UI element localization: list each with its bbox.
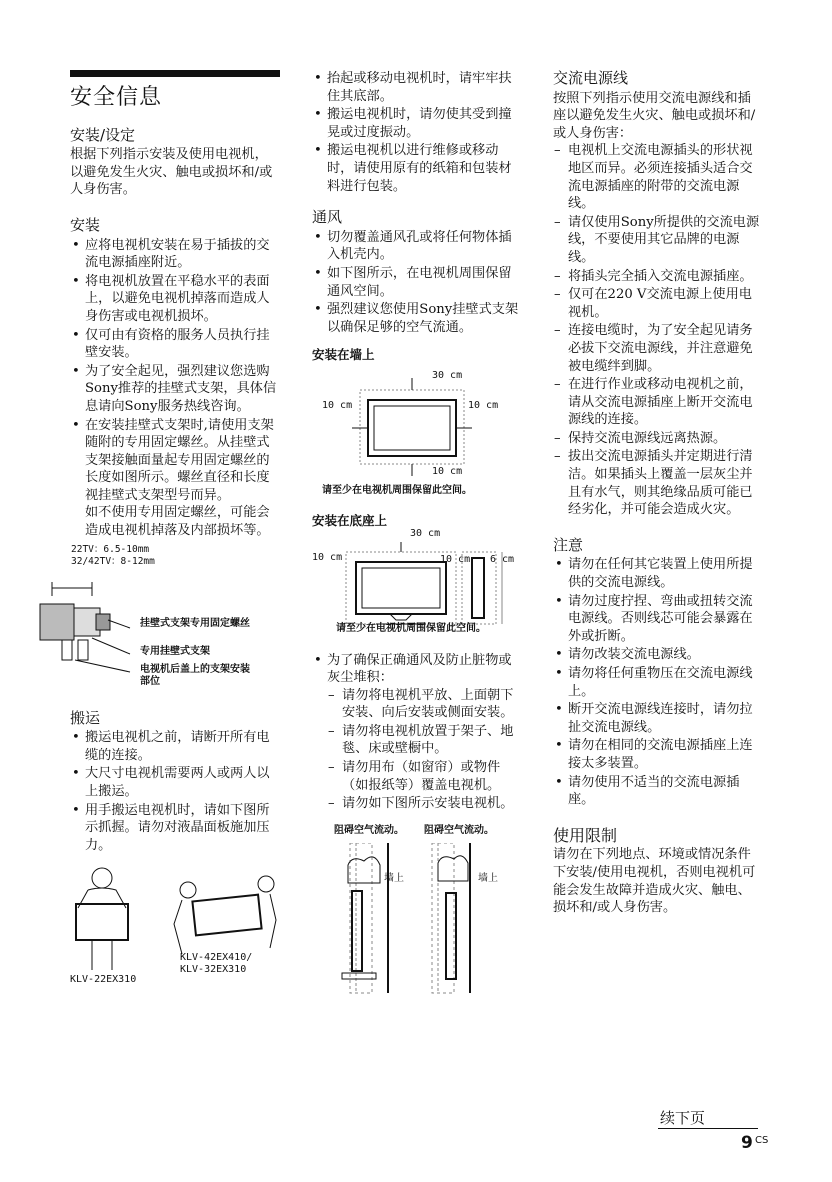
list-item [70,417,280,568]
title-rule [70,70,280,77]
ventilation-heading: 通风 [312,208,343,227]
label-bracket: 专用挂壁式支架 [140,645,210,657]
list-item: • 请勿将任何重物压在交流电源线上。 [553,665,763,700]
section-ventilation [312,209,524,1005]
list-item: • 请勿使用不适当的交流电源插座。 [553,774,763,809]
page-number: 9 [741,1133,753,1153]
section-install [70,217,280,692]
list-item: • 请勿过度拧捏、弯曲或扭转交流电源线。否则线芯可能会暴露在外或折断。 [553,593,763,646]
column-left [70,70,280,1010]
restrictions-heading: 使用限制 [553,825,618,845]
list-item: • 大尺寸电视机需要两人或两人以上搬运。 [70,765,280,800]
dash-item: – 请勿将电视机平放、上面朝下安装、向后安装或侧面安装。 [327,687,524,722]
screw-note-2: 32/42TV：8-12mm [71,555,155,567]
list-item: • 抬起或移动电视机时，请牢牢扶住其底部。 [312,70,524,105]
transport-heading: 搬运 [70,708,101,727]
dash-item: – 请勿如下图所示安装电视机。 [327,795,524,813]
stand-mount-heading: 安装在底座上 [312,512,388,528]
wall-mount-illustration [312,370,524,482]
dim-top: 30 cm [432,369,463,381]
dash-item: – 请勿将电视机放置于架子、地毯、床或壁橱中。 [327,723,524,758]
list-item: • 请勿在相同的交流电源插座上连接太多装置。 [553,737,763,772]
dash-item: – 保持交流电源线远离热源。 [553,430,763,448]
list-item: • 搬运电视机时，请勿使其受到撞晃或过度振动。 [312,106,524,141]
blocked-label-right: 阻碍空气流动。 [424,824,494,836]
wall-label-right: 墙上 [478,872,498,884]
list-item-extra: 如不使用专用固定螺丝，可能会造成电视机掉落及内部损坏等。 [85,505,270,539]
wall-mount-heading: 安装在墙上 [312,347,375,363]
label-rear: 电视机后盖上的支架安装部位 [140,663,250,687]
dim-back: 6 cm [490,553,515,565]
stand-mount-illustration [312,536,524,628]
list-item [312,652,524,813]
list-item-text: 在安装挂壁式支架时,请使用支架随附的专用固定螺丝。从挂壁式支架接触面量起专用固定螺丝的长度如图所示。螺丝直径和长度视挂壁式支架型号而异。 [85,417,274,503]
page-title: 安全信息 [70,85,163,110]
list-item: • 请勿在任何其它装置上使用所提供的交流电源线。 [553,556,763,591]
blocked-airflow-illustration [312,843,524,1008]
dash-item: – 将插头完全插入交流电源插座。 [553,268,763,286]
ventilation-note-intro: 为了确保正确通风及防止脏物或灰尘堆积： [327,652,512,686]
dim-right: 10 cm [440,553,471,565]
footer-rule [658,1128,758,1129]
wall-label-left: 墙上 [384,872,404,884]
wall-mount-diagram [312,370,524,500]
caution-heading: 注意 [553,535,584,554]
dash-item: – 在进行作业或移动电视机之前，请从交流电源插座上断开交流电源线的连接。 [553,376,763,429]
dim-right: 10 cm [468,399,499,411]
dash-item: – 请勿用布（如窗帘）或物件（如报纸等）覆盖电视机。 [327,759,524,794]
list-item: • 请勿改装交流电源线。 [553,646,763,664]
stand-caption: 请至少在电视机周围保留此空间。 [336,622,486,634]
power-cord-intro: 按照下列指示使用交流电源线和插座以避免发生火灾、触电或损坏和/或人身伤害： [553,90,756,141]
screw-note-1: 22TV：6.5-10mm [71,543,150,555]
section-install-setup [70,127,280,199]
list-item: • 如下图所示，在电视机周围保留通风空间。 [312,265,524,300]
model-b-2: KLV-32EX310 [180,964,247,976]
list-item: • 搬运电视机之前，请断开所有电缆的连接。 [70,729,280,764]
list-item: • 用手搬运电视机时，请如下图所示抓握。请勿对液晶面板施加压力。 [70,802,280,855]
section-caution [553,537,763,809]
carry-figure [70,864,280,992]
continued-label: 续下页 [660,1109,706,1127]
column-middle [312,70,524,1005]
list-item: • 为了安全起见，强烈建议您选购Sony推荐的挂壁式支架，具体信息请向Sony服务热线咨询。 [70,363,280,416]
page-suffix: CS [755,1135,769,1146]
dim-bottom: 10 cm [432,465,463,477]
model-b-1: KLV-42EX410/ [180,952,253,964]
screw-diagram [30,574,280,692]
stand-mount-diagram [312,527,524,646]
model-a: KLV-22EX310 [70,974,137,986]
dash-item: – 连接电缆时，为了安全起见请务必拔下交流电源线，并注意避免被电缆绊到脚。 [553,322,763,375]
dash-item: – 电视机上交流电源插头的形状视地区而异。必须连接插头适合交流电源插座的附带的交流电源线。 [553,142,763,212]
blocked-label-left: 阻碍空气流动。 [334,824,404,836]
list-item: • 搬运电视机以进行维修或移动时，请使用原有的纸箱和包装材料进行包装。 [312,142,524,195]
column-right [553,70,763,935]
list-item: • 应将电视机安装在易于插拔的交流电源插座附近。 [70,237,280,272]
power-cord-heading: 交流电源线 [553,69,629,87]
dim-left: 10 cm [312,551,343,563]
list-item: • 断开交流电源线连接时，请勿拉扯交流电源线。 [553,701,763,736]
install-setup-text: 根据下列指示安装及使用电视机，以避免发生火灾、触电或损坏和/或人身伤害。 [70,147,273,198]
label-screw: 挂壁式支架专用固定螺丝 [140,617,250,629]
install-heading: 安装 [70,215,101,234]
blocked-airflow-diagram [312,825,524,1005]
list-item: • 将电视机放置在平稳水平的表面上，以避免电视机掉落而造成人身伤害或电视机损坏。 [70,273,280,326]
install-setup-heading: 安装/设定 [70,125,136,144]
list-item: • 仅可由有资格的服务人员执行挂壁安装。 [70,327,280,362]
dash-item: – 仅可在220 V交流电源上使用电视机。 [553,286,763,321]
section-power-cord [553,70,763,519]
dim-left: 10 cm [322,399,353,411]
dash-item: – 请仅使用Sony所提供的交流电源线，不要使用其它品牌的电源线。 [553,214,763,267]
section-restrictions [553,827,763,917]
list-item: • 切勿覆盖通风孔或将任何物体插入机壳内。 [312,229,524,264]
wall-caption: 请至少在电视机周围保留此空间。 [322,484,472,496]
list-item: • 强烈建议您使用Sony挂壁式支架以确保足够的空气流通。 [312,301,524,336]
dim-top: 30 cm [410,527,441,539]
section-transport [70,710,280,993]
dash-item: – 拔出交流电源插头并定期进行清洁。如果插头上覆盖一层灰尘并且有水气，则其绝缘品质可能已经劣化，并可能会造成火灾。 [553,448,763,518]
restrictions-text: 请勿在下列地点、环境或情况条件下安装/使用电视机，否则电视机可能会发生故障并造成火灾、触电、损坏和/或人身伤害。 [553,847,756,916]
